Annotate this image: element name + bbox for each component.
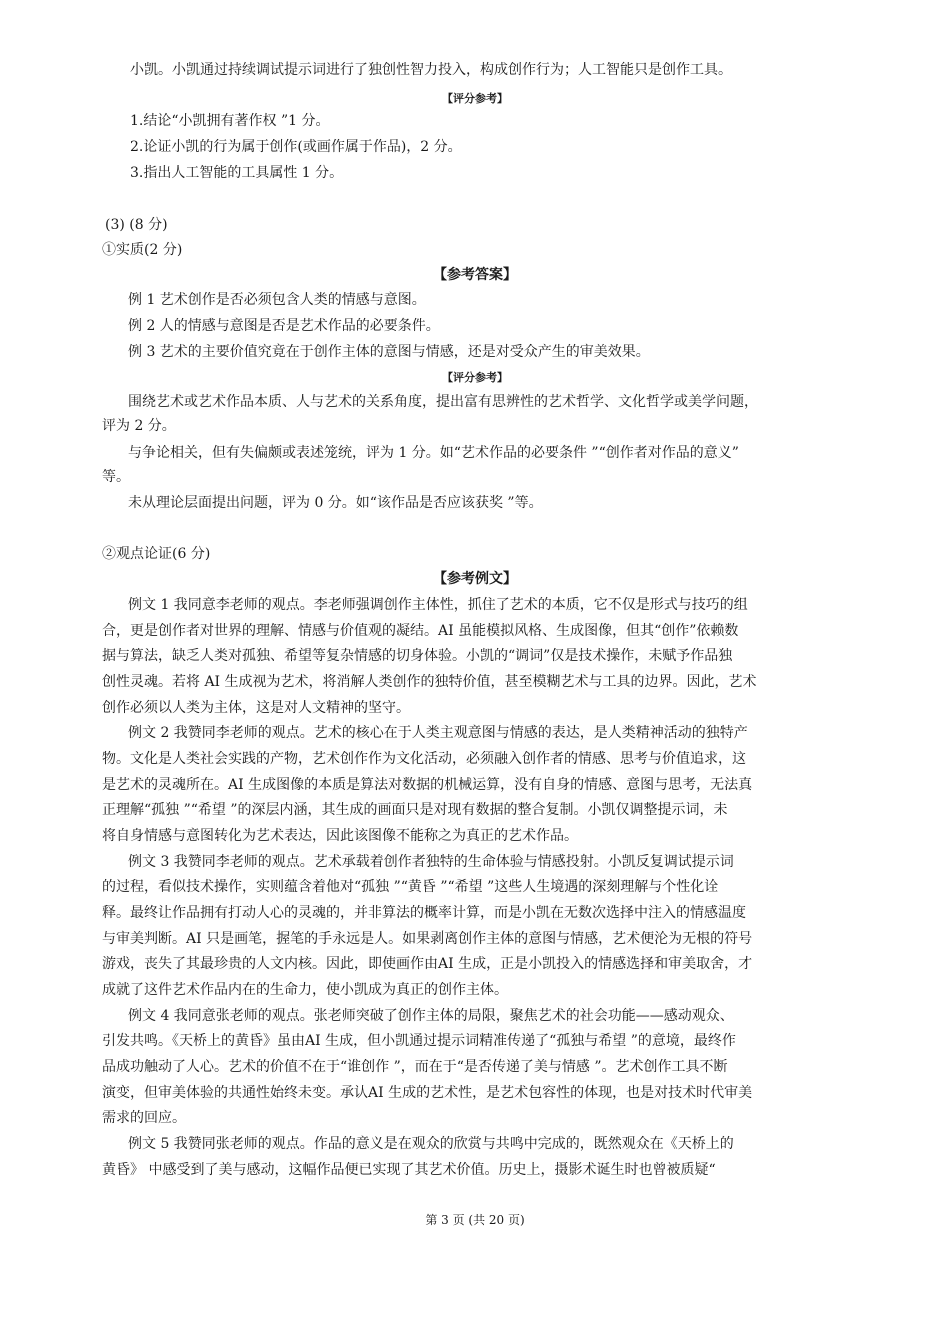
essay-line: 品成功触动了人心。艺术的价值不在于“谁创作 ”，而在于“是否传递了美与情感 ”。艺术创作工具不断	[102, 1059, 728, 1075]
essay-line: 据与算法，缺乏人类对孤独、希望等复杂情感的切身体验。小凯的“调词”仅是技术操作，未赋予作品独	[102, 648, 733, 664]
reference-essay-heading: 【参考例文】	[433, 571, 517, 587]
essay-line: 例文 1 我同意李老师的观点。李老师强调创作主体性，抓住了艺术的本质，它不仅是形式与技巧的组	[128, 597, 748, 613]
reference-answer-heading: 【参考答案】	[433, 267, 517, 283]
grading-line-2: 评为 2 分。	[102, 418, 176, 434]
essay-line: 例文 3 我赞同李老师的观点。艺术承载着创作者独特的生命体验与情感投射。小凯反复调试提示词	[128, 854, 734, 870]
essay-line: 与审美判断。AI 只是画笔，握笔的手永远是人。如果剥离创作主体的意图与情感，艺术便沦为无根的符号	[102, 931, 753, 947]
question-3-title: (3) (8 分)	[105, 217, 168, 233]
grading-line-1: 围绕艺术或艺术作品本质、人与艺术的关系角度，提出富有思辨性的艺术哲学、文化哲学或美学问题，	[128, 394, 758, 410]
grading-line-3: 与争论相关，但有失偏颇或表述笼统，评为 1 分。如“艺术作品的必要条件 ”“创作者对作品的意义”	[128, 445, 739, 461]
essay-line: 成就了这件艺术作品内在的生命力，使小凯成为真正的创作主体。	[102, 982, 508, 998]
essay-line: 将自身情感与意图转化为艺术表达，因此该图像不能称之为真正的艺术作品。	[102, 828, 578, 844]
essay-line: 引发共鸣。《天桥上的黄昏》虽由AI 生成，但小凯通过提示词精准传递了“孤独与希望 ”的意境，最终作	[102, 1033, 736, 1049]
essay-line: 需求的回应。	[102, 1110, 186, 1126]
essay-line: 演变，但审美体验的共通性始终未变。承认AI 生成的艺术性，是艺术包容性的体现，也是对技术时代审美	[102, 1085, 753, 1101]
grading-line-5: 未从理论层面提出问题，评为 0 分。如“该作品是否应该获奖 ”等。	[128, 495, 543, 511]
essay-line: 释。最终让作品拥有打动人心的灵魂的，并非算法的概率计算，而是小凯在无数次选择中注入的情感温度	[102, 905, 746, 921]
grading-item-2: 2.论证小凯的行为属于创作(或画作属于作品)，2 分。	[130, 139, 462, 155]
grading-line-4: 等。	[102, 469, 130, 485]
essay-line: 创作必须以人类为主体，这是对人文精神的坚守。	[102, 700, 410, 716]
essay-line: 例文 5 我赞同张老师的观点。作品的意义是在观众的欣赏与共鸣中完成的，既然观众在《天桥上的	[128, 1136, 734, 1152]
essay-line: 物。文化是人类社会实践的产物，艺术创作作为文化活动，必须融入创作者的情感、思考与价值追求，这	[102, 751, 746, 767]
example-3: 例 3 艺术的主要价值究竟在于创作主体的意图与情感，还是对受众产生的审美效果。	[128, 344, 650, 360]
essay-line: 正理解“孤独 ”“希望 ”的深层内涵，其生成的画面只是对现有数据的整合复制。小凯仅调整提示词，未	[102, 802, 728, 818]
subsection-essence: ①实质(2 分)	[102, 242, 183, 258]
essay-line: 创性灵魂。若将 AI 生成视为艺术，将消解人类创作的独特价值，甚至模糊艺术与工具的边界。因此，艺术	[102, 674, 757, 690]
essay-line: 合，更是创作者对世界的理解、情感与价值观的凝结。AI 虽能模拟风格、生成图像，但其“创作”依赖数	[102, 623, 739, 639]
example-1: 例 1 艺术创作是否必须包含人类的情感与意图。	[128, 292, 426, 308]
essay-line: 黄昏》 中感受到了美与感动，这幅作品便已实现了其艺术价值。历史上，摄影术诞生时也曾被质疑“	[102, 1162, 716, 1178]
subsection-argument: ②观点论证(6 分)	[102, 546, 211, 562]
grading-reference-heading-1: 【评分参考】	[442, 92, 508, 105]
grading-reference-heading-2: 【评分参考】	[442, 371, 508, 384]
example-2: 例 2 人的情感与意图是否是艺术作品的必要条件。	[128, 318, 440, 334]
grading-item-3: 3.指出人工智能的工具属性 1 分。	[130, 165, 344, 181]
essay-line: 是艺术的灵魂所在。AI 生成图像的本质是算法对数据的机械运算，没有自身的情感、意图与思考，无法真	[102, 777, 753, 793]
essay-line: 例文 4 我同意张老师的观点。张老师突破了创作主体的局限，聚焦艺术的社会功能——感动观众、	[128, 1008, 734, 1024]
intro-line: 小凯。小凯通过持续调试提示词进行了独创性智力投入，构成创作行为；人工智能只是创作工具。	[130, 62, 732, 78]
page-footer: 第 3 页 (共 20 页)	[425, 1213, 525, 1227]
essay-line: 游戏，丧失了其最珍贵的人文内核。因此，即使画作由AI 生成，正是小凯投入的情感选择和审美取舍，才	[102, 956, 753, 972]
essay-line: 例文 2 我赞同李老师的观点。艺术的核心在于人类主观意图与情感的表达，是人类精神活动的独特产	[128, 725, 748, 741]
grading-item-1: 1.结论“小凯拥有著作权 ”1 分。	[130, 113, 330, 129]
essay-line: 的过程，看似技术操作，实则蕴含着他对“孤独 ”“黄昏 ”“希望 ”这些人生境遇的深刻理解与个性化诠	[102, 879, 719, 895]
